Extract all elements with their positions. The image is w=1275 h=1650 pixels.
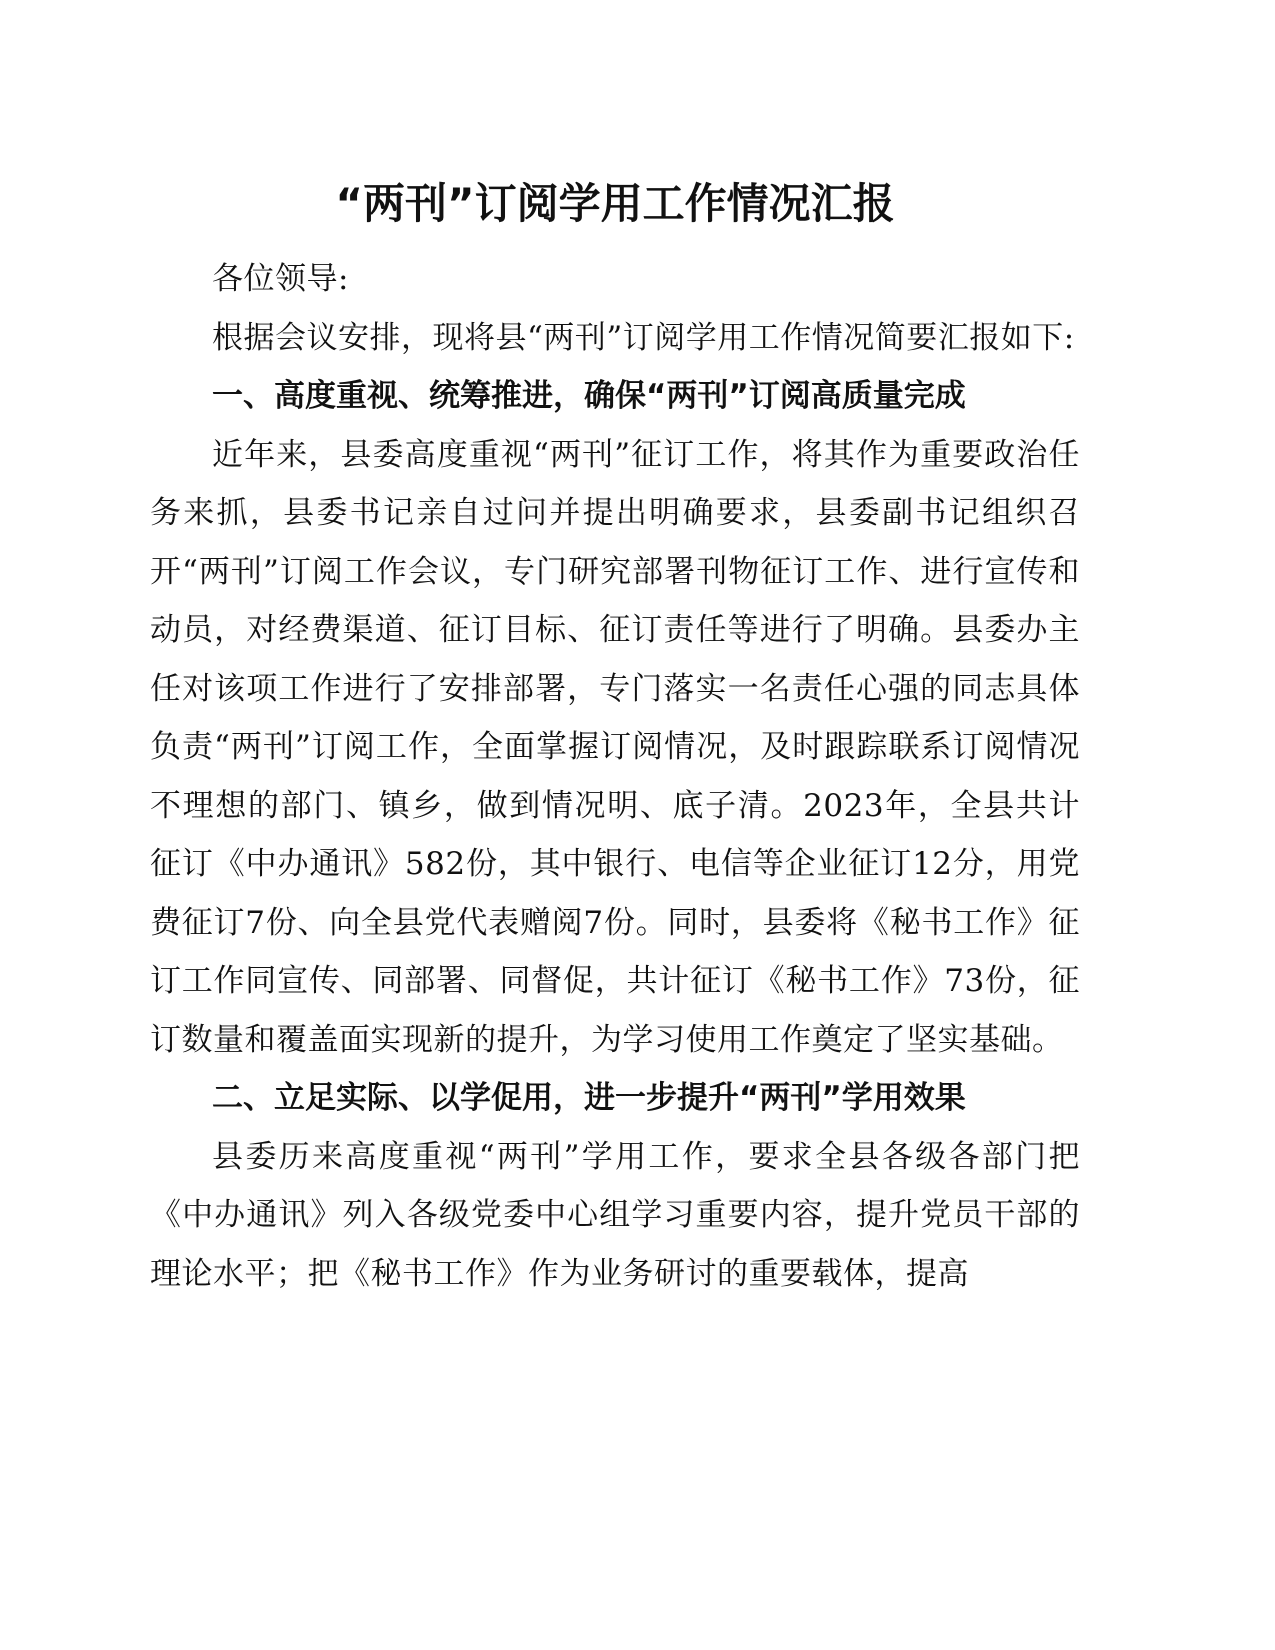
section-heading-1: 一、高度重视、统筹推进，确保“两刊”订阅高质量完成	[212, 378, 966, 414]
document-content	[150, 168, 1080, 1303]
section-heading-2: 二、立足实际、以学促用，进一步提升“两刊”学用效果	[212, 1080, 966, 1116]
section-body-2: 县委历来高度重视“两刊”学用工作，要求全县各级各部门把《中办通讯》列入各级党委中心组学习重要内容，提升党员干部的理论水平；把《秘书工作》作为业务研讨的重要载体，提高	[150, 1138, 1080, 1292]
intro-paragraph: 根据会议安排，现将县“两刊”订阅学用工作情况简要汇报如下:	[212, 319, 1075, 356]
salutation: 各位领导:	[212, 261, 349, 297]
document-title: “两刊”订阅学用工作情况汇报	[335, 179, 895, 228]
section-body-1: 近年来，县委高度重视“两刊”征订工作，将其作为重要政治任务来抓，县委书记亲自过问并提出明确要求，县委副书记组织召开“两刊”订阅工作会议，专门研究部署刊物征订工作、进行宣传和动员，对经费渠道、征订目标、征订责任等进行了明确。县委办主任对该项工作进行了安排部署，专门落实一名责任心强的同志具体负责“两刊”订阅工作，全面掌握订阅情况，及时跟踪联系订阅情况不理想的部门、镇乡，做到情况明、底子清。2023年，全县共计征订《中办通讯》582份，其中银行、电信等企业征订12分，用党费征订7份、向全县党代表赠阅7份。同时，县委将《秘书工作》征订工作同宣传、同部署、同督促，共计征订《秘书工作》73份，征订数量和覆盖面实现新的提升，为学习使用工作奠定了坚实基础。	[150, 436, 1080, 1058]
